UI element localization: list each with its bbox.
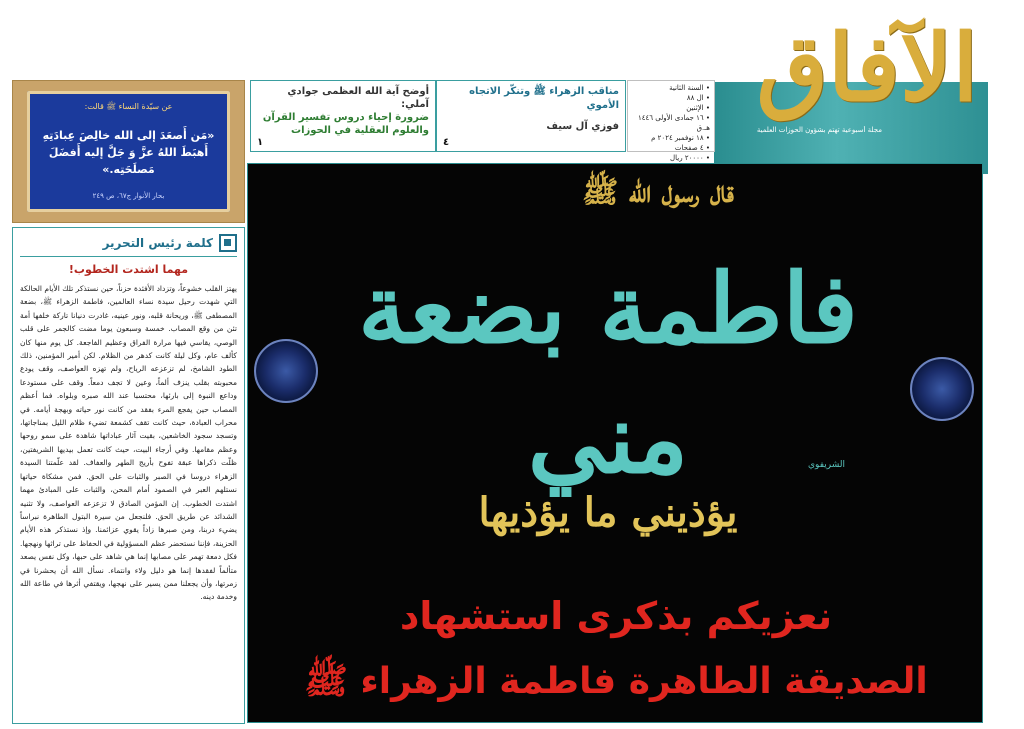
quote-text: «مَن أَصعَدَ إلى الله خالِصَ عِبادَتِهِ أَهبَطَ اللهُ عزَّ وَ جَلَّ إليه أَفضَلَ مَصلَحَتِه.» xyxy=(42,129,215,176)
teaser-title[interactable]: مناقب الزهراء ﷺ وتنكّر الاتجاه الأموي xyxy=(469,86,619,111)
issue-price: • ٢٠٠٠٠ ريال xyxy=(632,153,710,163)
masthead-tagline: مجلة أسبوعية تهتم بشؤون الحوزات العلمية xyxy=(756,126,882,134)
issue-gregorian-date: • ١٨ نوفمبر ٢٠٢٤ م xyxy=(632,133,710,143)
teaser-page-number: ١ xyxy=(257,137,264,148)
teaser-subtitle[interactable]: ضرورة إحياء دروس تفسير القرآن والعلوم العقلية في الحوزات xyxy=(262,112,429,136)
issue-year: • السنة الثانية xyxy=(632,83,710,93)
condolence-line-1: نعزيكم بذكرى استشهاد xyxy=(399,594,833,638)
editorial-body: يهتز القلب خشوعاً، وتزداد الأفئدة حزناً، حين نستذكر تلك الأيام الحالكة التي شهدت رحيل سيدة نساء العالمين، فاطمة الزهراء ﷺ، بضعة المصطفى ﷺ، وريحانة قلبه، ونور عينيه، غادرت دنيانا تاركة خلفها أمة تئن من وقع المصاب. خمسة وسبعون يوما مضت كالجمر على قلب الوصي، يقاسي فيها مرارة الفراق وعظيم الفاجعة. كل يوم منها كان كألف عام، وكل ليلة كانت كدهر من الظلام. لكن أمير المؤمنين، ذلك الطود الشامخ، لم تزعزعه الرياح، ولم تهزه العواصف، وقف يودع محبوبته بقلب ينزف ألماً، وعين لا تجف دمعاً. وقف على مستودعا وداعع النبوة إلى بارئها، محتسبا عند الله صبره وبلواه. فما أعظم المصاب حين يفجع المرء بفقد من كانت نور حياته وبهجة أيامه. في محراب العبادة، حيث كانت تقف كشمعة تضيء ظلام الليل بمناجاتها، وتسجد سجود الخاشعين، بقيت آثار عباداتها شاهدة على سمو روحها وعظم مقامها. وفي أرجاء البيت، حيث كانت تعمل بيديها الشريفتين، ظلّت ذكراها عبقة تفوح بأريج الطهر والعفاف. لقد علّمتنا السيدة الزهراء دروسا في الصبر والثبات على الحق. فمن مشكاة حياتها نستلهم العبر في الصمود أمام المحن، والثبات على المبادئ مهما اشتدت الخطوب. إن المؤمن الصادق لا تزعزعه العواصف، ولا تثنيه الشدائد عن طريق الحق. فلنجعل من سيرة البتول الطاهرة نبراساً يضيء دربنا، ومن صبرها زاداً يقوي عزائمنا. وإذ نستذكر هذه الأيام الحزينة، فإننا نستحضر عظم المسؤولية في الحفاظ على تراثها ونهجها. فكل دمعة تهمر على مصابها إنما هي شاهد على حبها، وكل نفس يصعد متألماً لفقدها إنما هو دليل ولاء وانتماء. نسأل الله أن يحشرنا في زمرتها، وأن يجعلنا ممن يسير على نهجها، ويقتفي أثرها في طاعة الله وخدمة دينه. xyxy=(20,284,237,602)
editorial-title[interactable]: مهما اشتدت الخطوب! xyxy=(68,263,189,276)
editorial-label: كلمة رئيس التحرير xyxy=(102,236,213,250)
issue-day: • الإثنين xyxy=(632,103,710,113)
quote-heading: عن سيّدة النساء ﷺ قالت: xyxy=(84,102,173,111)
teaser-headline: أوضح آية الله العظمى جوادي آملي: xyxy=(287,86,429,110)
poster-hadith-main: فاطمة بضعة مني xyxy=(358,252,858,495)
teaser-author: فوزي آل سيف xyxy=(546,121,619,132)
hadith-quote-box xyxy=(12,80,245,223)
teaser-javadi-amoli[interactable] xyxy=(250,80,436,152)
section-square-icon xyxy=(219,234,237,252)
calligrapher-signature: الشريفوي xyxy=(808,460,845,470)
teaser-page-number: ٤ xyxy=(443,137,450,148)
issue-number: • ال ٨٨ xyxy=(632,93,710,103)
issue-hijri-date: • ١٦ جمادى الأولى ١٤٤٦ هـ.ق xyxy=(632,113,710,133)
poster-hadith-sub: يؤذيني ما يؤذيها xyxy=(478,489,738,536)
poster-intro-calligraphy: قال رسول الله ﷺ xyxy=(582,175,734,210)
issue-pages: • ٤ صفحات xyxy=(632,143,710,153)
ornament-medallion-icon xyxy=(254,339,318,403)
quote-panel xyxy=(27,91,230,212)
issue-info xyxy=(627,80,715,162)
editorial-header xyxy=(20,234,237,252)
quote-source: بحار الأنوار ج٦٧، ص ٢٤٩ xyxy=(92,192,165,200)
masthead xyxy=(714,14,988,160)
condolence-line-2: الصديقة الطاهرة فاطمة الزهراء ﷺ xyxy=(304,661,928,702)
editorial-column xyxy=(12,227,245,724)
ornament-medallion-icon xyxy=(910,357,974,421)
condolence-poster xyxy=(247,163,983,723)
newspaper-logo[interactable]: الآفاق xyxy=(756,14,978,122)
divider xyxy=(20,256,237,257)
teaser-zahra-virtues[interactable] xyxy=(436,80,626,152)
